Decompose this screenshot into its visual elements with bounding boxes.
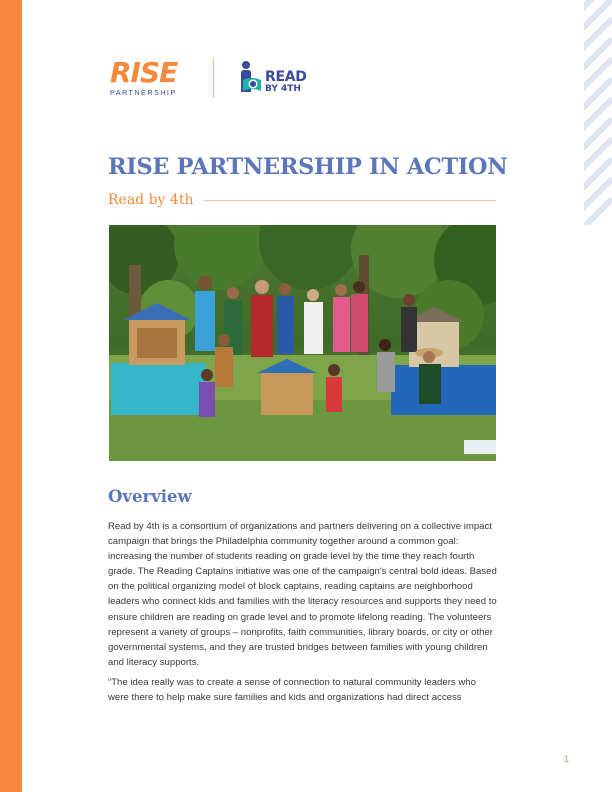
page-subtitle: Read by 4th [108,192,194,208]
read-logo-word: READ [265,69,307,85]
overview-paragraph-1: Read by 4th is a consortium of organizations and partners delivering on a collective impact campaign that brings the Philadelphia community together around a common goal: increasing the number of students reading on grade level by the time they reach fourth grade. The Reading Captains initiative was one of the campaign's central bold ideas. Based on the political organizing model of block captains, reading captains are neighborhood leaders who connect kids and families with the literacy resources and supports they need to ensure children are reading on grade level and to promote lifelong reading. The volunteers represent a variety of groups – nonprofits, faith communities, library boards, or city or other governmental systems, and they are trusted bridges between families with young children and literacy supports. [108,521,497,668]
page-title: RISE PARTNERSHIP IN ACTION [108,154,508,180]
left-accent-bar [0,0,22,792]
community-group-photo [109,225,496,461]
decorative-stripes [584,0,612,225]
logo-divider [213,58,214,98]
rise-logo-word: RISE [110,56,178,89]
subtitle-rule [203,200,496,201]
overview-paragraph-2: “The idea really was to create a sense of connection to natural community leaders who were there to help make sure families and kids and organizations had direct access [108,677,476,704]
rise-logo-sub: PARTNERSHIP [110,88,177,97]
read-logo-sub: BY 4TH [265,84,301,94]
reader-figure-icon [239,60,265,96]
overview-heading: Overview [108,487,192,506]
subtitle-row [108,190,496,210]
read-by-4th-logo [239,60,329,96]
page-number: 1 [564,754,570,764]
rise-partnership-logo [110,58,190,98]
